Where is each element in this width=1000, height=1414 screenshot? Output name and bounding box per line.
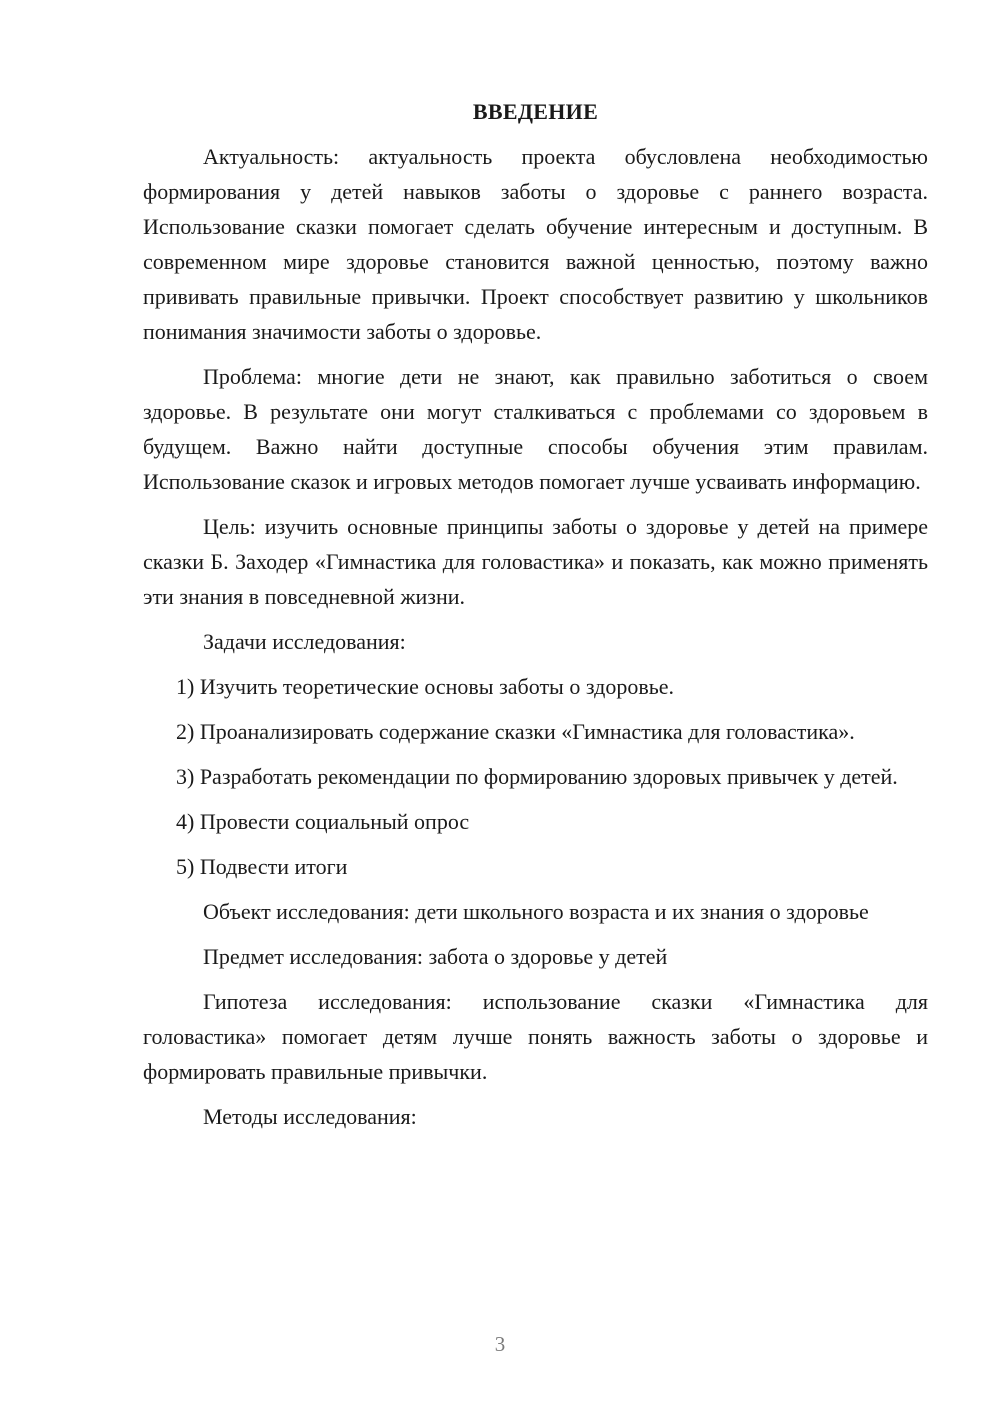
task-item-5: 5) Подвести итоги xyxy=(176,854,348,879)
object-paragraph: Объект исследования: дети школьного возраста и их знания о здоровье xyxy=(203,899,869,924)
task-item-1: 1) Изучить теоретические основы заботы о здоровье. xyxy=(176,674,675,699)
problem-paragraph: Проблема: многие дети не знают, как правильно заботиться о своем здоровье. В результате они могут сталкиваться с проблемами со здоровьем в будущем. Важно найти доступные способы обучения этим правилам. Использование сказок и игровых методов помогает лучше усваивать информацию. xyxy=(143,364,928,494)
section-title: ВВЕДЕНИЕ xyxy=(472,99,599,124)
document-page xyxy=(143,94,928,1144)
goal-paragraph: Цель: изучить основные принципы заботы о здоровье у детей на примере сказки Б. Заходер «Гимнастика для головастика» и показать, как можно применять эти знания в повседневной жизни. xyxy=(143,514,928,609)
relevance-paragraph: Актуальность: актуальность проекта обусловлена необходимостью формирования у детей навыков заботы о здоровье с раннего возраста. Использование сказки помогает сделать обучение интересным и доступным. В современном мире здоровье становится важной ценностью, поэтому важно прививать правильные привычки. Проект способствует развитию у школьников понимания значимости заботы о здоровье. xyxy=(143,144,928,344)
methods-heading: Методы исследования: xyxy=(203,1104,417,1129)
subject-paragraph: Предмет исследования: забота о здоровье у детей xyxy=(203,944,668,969)
task-item-3: 3) Разработать рекомендации по формированию здоровых привычек у детей. xyxy=(176,764,898,789)
task-item-2: 2) Проанализировать содержание сказки «Гимнастика для головастика». xyxy=(176,719,855,744)
page-number: 3 xyxy=(494,1332,506,1356)
hypothesis-paragraph: Гипотеза исследования: использование сказки «Гимнастика для головастика» помогает детям лучше понять важность заботы о здоровье и формировать правильные привычки. xyxy=(143,989,928,1084)
task-item-4: 4) Провести социальный опрос xyxy=(176,809,470,834)
tasks-heading: Задачи исследования: xyxy=(203,629,406,654)
